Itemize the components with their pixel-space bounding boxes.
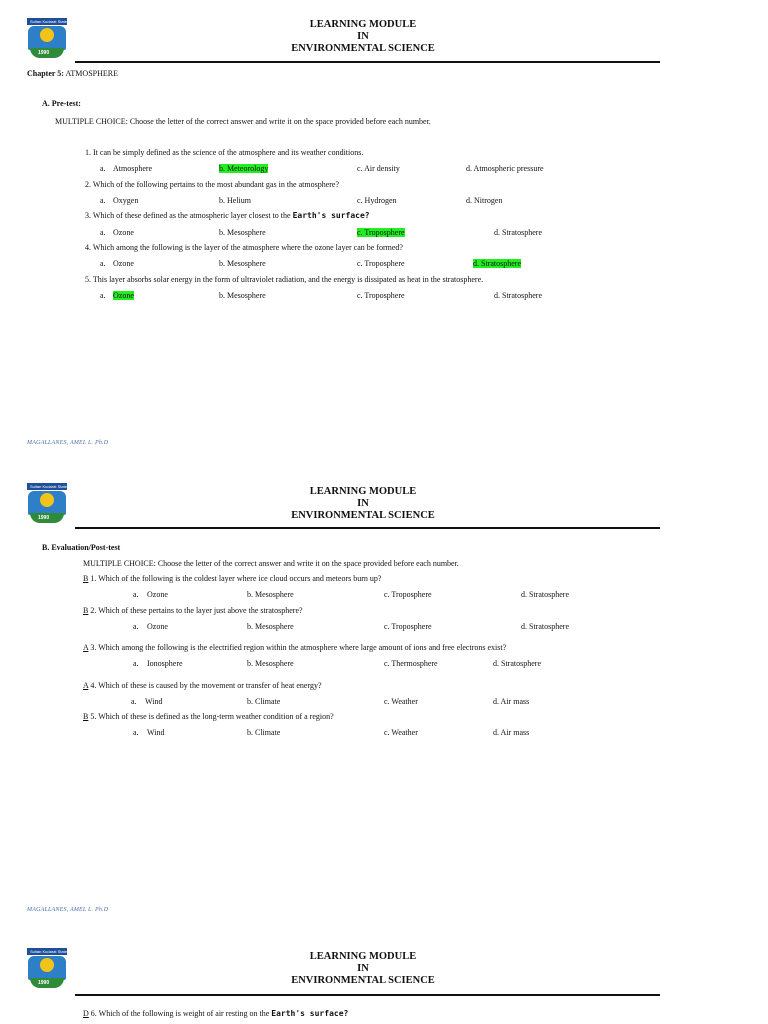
choice-d: d. Stratosphere [494,291,542,300]
instructions: MULTIPLE CHOICE: Choose the letter of the correct answer and write it on the space provided before each number. [55,117,431,126]
choice-a: Ozone [147,622,168,631]
choice-d: d. Atmospheric pressure [466,164,544,173]
choice-b: b. Mesosphere [247,590,294,599]
page-footer-author: MAGALLANES, AMEL L. Ph.D [27,440,109,446]
choice-a-letter: a. [133,622,139,631]
header-rule [75,527,660,529]
header-rule [75,61,660,63]
choice-c: c. Troposphere [357,291,405,300]
university-logo: Sultan Kudarat State 1990 [27,483,67,525]
choice-a-letter: a. [100,164,106,173]
choice-b: b. Mesosphere [247,622,294,631]
choice-a: Oxygen [113,196,139,205]
choice-c [357,228,405,238]
choice-d: d. Nitrogen [466,196,503,205]
highlighted-answer: b. Meteorology [219,164,269,173]
choice-a: Ozone [147,590,168,599]
header-rule [75,994,660,996]
choice-b: b. Climate [247,728,281,737]
highlighted-answer: d. Stratosphere [473,259,521,268]
choice-a-letter: a. [100,291,106,300]
chapter-title: Chapter 5: ATMOSPHERE [27,69,118,78]
choice-b [219,164,268,174]
choice-c: c. Weather [384,728,418,737]
choice-b: b. Mesosphere [219,228,266,237]
choice-b: b. Helium [219,196,251,205]
choice-b: b. Mesosphere [219,291,266,300]
module-page-3 [0,930,768,1024]
question-6: D 6. Which of the following is weight of air resting on the Earth's surface? [83,1009,349,1018]
choice-b: b. Climate [247,697,281,706]
choice-a-letter: a. [100,259,106,268]
choice-a: Wind [145,697,163,706]
question-2: 2. Which of the following pertains to the most abundant gas in the atmosphere? [85,180,340,189]
choice-d: d. Air mass [493,728,530,737]
choice-c: c. Troposphere [384,622,432,631]
answer-blank: B [83,606,89,615]
answer-blank: D [83,1009,89,1018]
question-5: B 5. Which of these is defined as the long-term weather condition of a region? [83,712,334,721]
choice-a-letter: a. [133,590,139,599]
choice-d: d. Stratosphere [521,622,569,631]
choice-a-letter: a. [100,196,106,205]
choice-a-letter: a. [133,728,139,737]
choice-a: Ozone [113,259,134,268]
answer-blank: B [83,712,89,721]
answer-blank: B [83,574,89,583]
answer-blank: A [83,681,89,690]
instructions: MULTIPLE CHOICE: Choose the letter of the correct answer and write it on the space provided before each number. [83,559,459,568]
choice-c: c. Hydrogen [357,196,397,205]
module-page-2 [0,465,768,930]
section-title: A. Pre-test: [42,99,81,108]
choice-a-letter: a. [100,228,106,237]
choice-d: d. Stratosphere [493,659,541,668]
choice-b: b. Mesosphere [247,659,294,668]
answer-blank: A [83,643,89,652]
choice-c: c. Troposphere [384,590,432,599]
university-logo: Sultan Kudarat State 1990 [27,948,67,990]
question-3: A 3. Which among the following is the electrified region within the atmosphere where large amount of ions and free electrons exist? [83,643,507,652]
module-page-1 [0,0,768,465]
question-3: 3. Which of these defined as the atmospheric layer closest to the Earth's surface? [85,211,370,220]
sun-emblem-icon [40,28,54,42]
choice-c: c. Thermosphere [384,659,438,668]
choice-d: d. Stratosphere [494,228,542,237]
choice-a-letter: a. [131,697,137,706]
question-5: 5. This layer absorbs solar energy in the form of ultraviolet radiation, and the energy is dissipated as heat in the stratosphere. [85,275,484,284]
choice-a: Ionosphere [147,659,183,668]
choice-c: c. Weather [384,697,418,706]
module-header: LEARNING MODULE IN ENVIRONMENTAL SCIENCE [291,19,435,54]
choice-d: d. Air mass [493,697,530,706]
page-footer-author: MAGALLANES, AMEL L. Ph.D [27,907,109,913]
choice-a: Wind [147,728,165,737]
choice-a: Atmosphere [113,164,153,173]
module-header: LEARNING MODULE IN ENVIRONMENTAL SCIENCE [291,486,435,521]
choice-c: c. Troposphere [357,259,405,268]
highlighted-answer: Ozone [113,291,134,300]
choice-a-letter: a. [133,659,139,668]
sun-emblem-icon [40,958,54,972]
sun-emblem-icon [40,493,54,507]
question-1: B 1. Which of the following is the coldest layer where ice cloud occurs and meteors burn up? [83,574,382,583]
choice-c: c. Air density [357,164,400,173]
question-1: 1. It can be simply defined as the science of the atmosphere and its weather conditions. [85,148,364,157]
choice-b: b. Mesosphere [219,259,266,268]
question-4: 4. Which among the following is the layer of the atmosphere where the ozone layer can be formed? [85,243,403,252]
choice-a: Ozone [113,228,134,237]
choice-a [113,291,134,301]
section-title: B. Evaluation/Post-test [42,543,121,552]
question-2: B 2. Which of these pertains to the layer just above the stratosphere? [83,606,303,615]
university-logo: Sultan Kudarat State 1990 [27,18,67,60]
highlighted-answer: c. Troposphere [357,228,405,237]
choice-d: d. Stratosphere [521,590,569,599]
module-header: LEARNING MODULE IN ENVIRONMENTAL SCIENCE [291,951,435,986]
question-4: A 4. Which of these is caused by the movement or transfer of heat energy? [83,681,322,690]
choice-d [473,259,521,269]
